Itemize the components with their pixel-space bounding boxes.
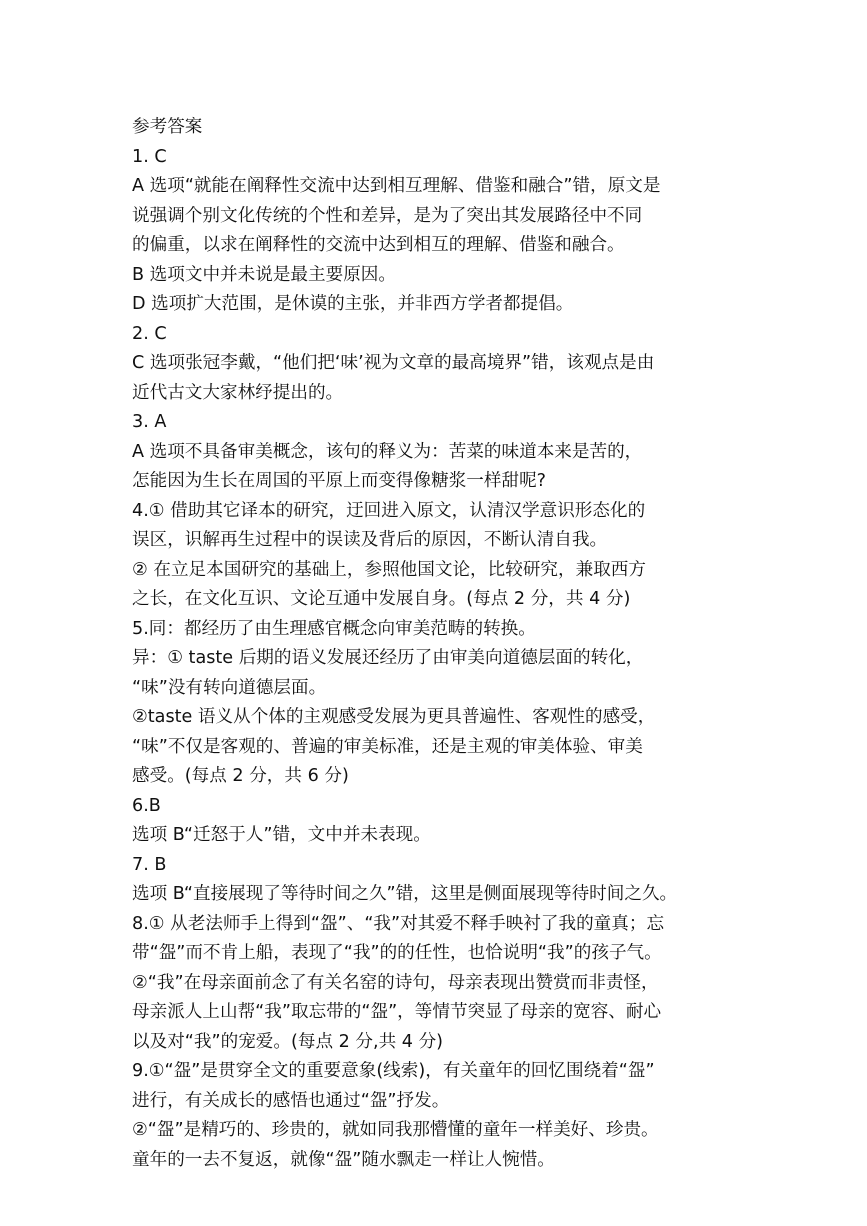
text-line: A 选项不具备审美概念，该句的释义为：苦菜的味道本来是苦的， [132,441,643,462]
answer-2: 2. C [132,323,167,344]
answer-7: 7. B [132,854,167,875]
answer-3: 3. A [132,412,167,432]
answer-6: 6.B [132,795,161,816]
text-line: ② 在立足本国研究的基础上，参照他国文论，比较研究，兼取西方 [132,559,646,580]
text-line: A 选项“就能在阐释性交流中达到相互理解、借鉴和融合”错，原文是 [132,176,661,196]
text-line: ②“我”在母亲面前念了有关名窑的诗句，母亲表现出赞赏而非责怪， [132,972,659,993]
text-line: 童年的一去不复返，就像“盌”随水飘走一样让人惋惜。 [132,1149,555,1170]
text-line: 以及对“我”的宠爱。(每点 2 分,共 4 分) [132,1031,444,1052]
text-line: ②taste 语义从个体的主观感受发展为更具普遍性、客观性的感受， [132,707,656,727]
answer-key-page [132,113,752,1175]
text-line: 之长，在文化互识、文论互通中发展自身。(每点 2 分，共 4 分) [132,589,631,609]
text-line: 母亲派人上山帮“我”取忘带的“盌”，等情节突显了母亲的宽容、耐心 [132,1002,662,1022]
heading-answer-key: 参考答案 [132,117,203,137]
text-line: 选项 B“迁怒于人”错，文中并未表现。 [132,825,431,845]
answer-5: 5.同：都经历了由生理感官概念向审美范畴的转换。 [132,618,536,639]
answer-9: 9.①“盌”是贯穿全文的重要意象(线索)，有关童年的回忆围绕着“盌” [132,1061,655,1081]
answer-1: 1. C [132,146,167,167]
text-line: 异：① taste 后期的语义发展还经历了由审美向道德层面的转化， [132,648,644,668]
text-line: 说强调个别文化传统的个性和差异，是为了突出其发展路径中不同 [132,205,643,226]
text-line: D 选项扩大范围，是休谟的主张，并非西方学者都提倡。 [132,294,574,314]
text-line: 的偏重，以求在阐释性的交流中达到相互的理解、借鉴和融合。 [132,235,625,255]
text-line: “味”没有转向道德层面。 [132,677,327,698]
answer-4: 4.① 借助其它译本的研究，迂回进入原文，认清汉学意识形态化的 [132,500,646,521]
text-line: 选项 B“直接展现了等待时间之久”错，这里是侧面展现等待时间之久。 [132,884,678,904]
text-line: 带“盌”而不肯上船，表现了“我”的的任性，也恰说明“我”的孩子气。 [132,943,662,963]
text-line: 误区，识解再生过程中的误读及背后的原因，不断认清自我。 [132,530,608,550]
text-line: 怎能因为生长在周国的平原上而变得像糖浆一样甜呢? [132,471,546,491]
text-line: “味”不仅是客观的、普遍的审美标准，还是主观的审美体验、审美 [132,736,643,757]
text-line: 近代古文大家林纾提出的。 [132,382,344,403]
answer-8: 8.① 从老法师手上得到“盌”、“我”对其爱不释手映衬了我的童真；忘 [132,913,665,934]
text-line: 感受。(每点 2 分，共 6 分) [132,766,349,786]
text-line: ②“盌”是精巧的、珍贵的，就如同我那懵懂的童年一样美好、珍贵。 [132,1120,659,1140]
text-line: 进行，有关成长的感悟也通过“盌”抒发。 [132,1090,450,1111]
text-line: C 选项张冠李戴，“他们把‘味’视为文章的最高境界”错，该观点是由 [132,353,655,373]
text-line: B 选项文中并未说是最主要原因。 [132,264,396,285]
